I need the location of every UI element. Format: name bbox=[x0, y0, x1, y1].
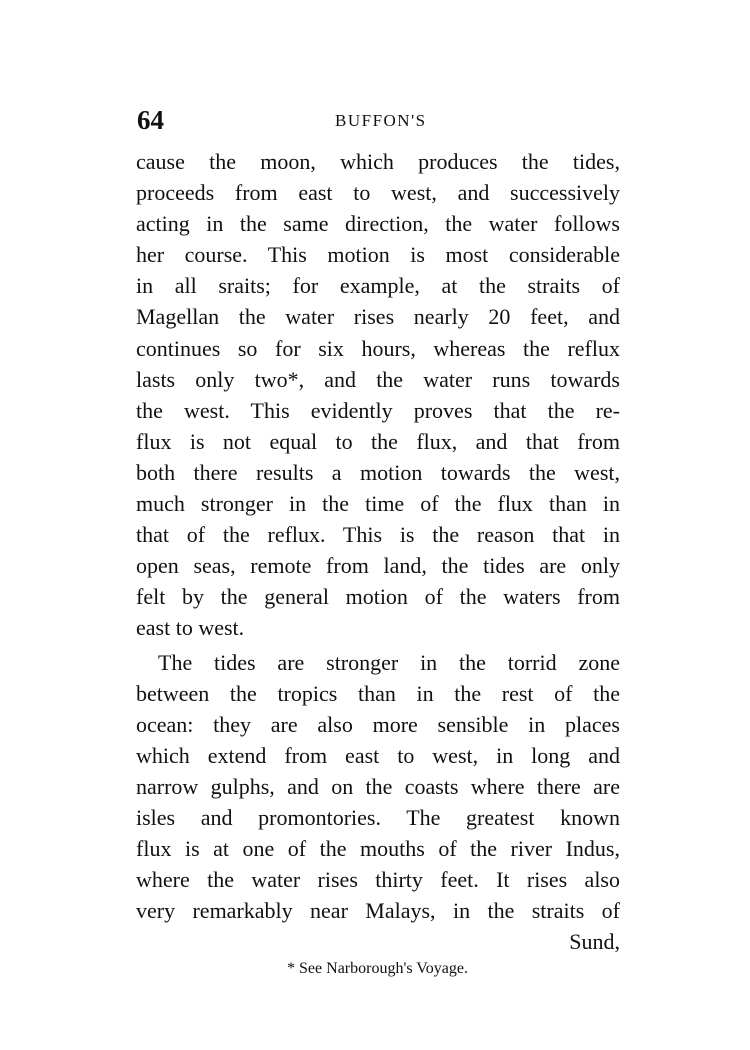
text-line: east to west. bbox=[136, 615, 245, 641]
text-line: very remarkably near Malays, in the straits of bbox=[136, 898, 620, 924]
page-number: 64 bbox=[137, 105, 164, 135]
page-header bbox=[135, 100, 620, 140]
running-head: BUFFON'S bbox=[335, 111, 427, 130]
text-line: open seas, remote from land, the tides are only bbox=[136, 553, 620, 579]
text-line: flux is not equal to the flux, and that from bbox=[136, 428, 620, 454]
text-line: between the tropics than in the rest of the bbox=[136, 680, 620, 706]
text-line: Magellan the water rises nearly 20 feet, and bbox=[136, 304, 620, 330]
text-line: acting in the same direction, the water follows bbox=[136, 211, 620, 237]
text-line: ocean: they are also more sensible in places bbox=[136, 711, 620, 737]
body-text bbox=[136, 146, 620, 957]
text-line: which extend from east to west, in long and bbox=[136, 742, 620, 768]
text-line: The tides are stronger in the torrid zone bbox=[158, 649, 620, 675]
footnote: * See Narborough's Voyage. bbox=[287, 960, 468, 977]
text-line: where the water rises thirty feet. It rises also bbox=[136, 867, 620, 893]
text-line: proceeds from east to west, and successively bbox=[136, 180, 620, 206]
text-line: much stronger in the time of the flux than in bbox=[136, 491, 620, 517]
text-line: isles and promontories. The greatest known bbox=[136, 804, 620, 830]
text-line: both there results a motion towards the west, bbox=[136, 459, 620, 485]
catchword: Sund, bbox=[569, 929, 620, 955]
text-line: in all sraits; for example, at the straits of bbox=[136, 273, 620, 299]
text-line: the west. This evidently proves that the re- bbox=[136, 397, 620, 423]
text-line: her course. This motion is most considerable bbox=[136, 242, 620, 268]
text-line: flux is at one of the mouths of the river Indus, bbox=[136, 836, 620, 862]
text-line: cause the moon, which produces the tides, bbox=[136, 149, 620, 174]
text-line: lasts only two*, and the water runs towards bbox=[136, 366, 620, 392]
text-line: that of the reflux. This is the reason that in bbox=[136, 522, 620, 548]
text-line: continues so for six hours, whereas the reflux bbox=[136, 335, 620, 361]
text-line: narrow gulphs, and on the coasts where there are bbox=[136, 773, 620, 799]
text-line: felt by the general motion of the waters from bbox=[136, 584, 620, 610]
